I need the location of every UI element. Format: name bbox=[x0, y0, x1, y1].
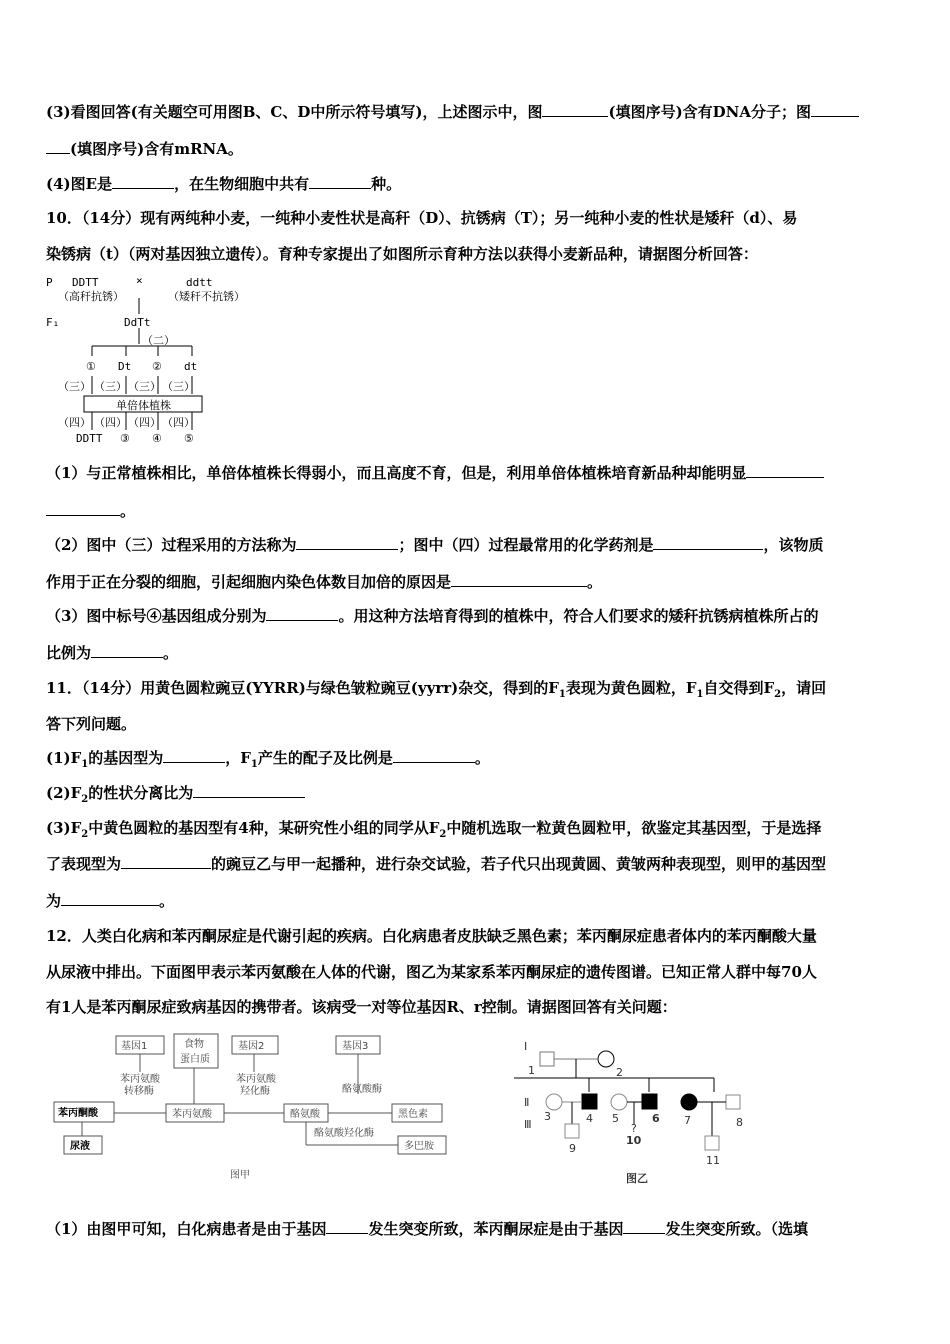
q11-s3: $(3)F_2$中黄色圆粒的基因型有4种，某研究性小组的同学从$F_2$中随机选取一粒黄色圆粒甲，欲鉴定其基因型，于是选择 bbox=[46, 819, 822, 840]
q12-s1: （1）由图甲可知，白化病患者是由于基因 发生突变所致，苯丙酮尿症是由于基因 发生突变所致。（选填 bbox=[46, 1220, 808, 1238]
figures bbox=[44, 1032, 904, 1192]
q9-line3-cont: (填图序号)含有mRNA。 bbox=[46, 139, 243, 159]
q9-line3: (3)看图回答(有关题空可用图B、C、D中所示符号填写)，上述图示中，图 (填图序号)含有DNA分子；图 bbox=[46, 102, 859, 122]
blank[interactable] bbox=[811, 102, 859, 117]
q10-intro: 10．（14分）现有两纯种小麦，一纯种小麦性状是高秆（D）、抗锈病（T）；另一纯种小麦的性状是矮秆（d）、易 bbox=[46, 209, 798, 227]
label: Ⅱ bbox=[524, 1096, 530, 1109]
q12-intro: 有1人是苯丙酮尿症致病基因的携带者。该病受一对等位基因R、r控制。请据图回答有关问题： bbox=[46, 998, 677, 1016]
q10-intro: 染锈病（t）（两对基因独立遗传）。育种专家提出了如图所示育种方法以获得小麦新品种，请据图分析回答： bbox=[46, 245, 758, 263]
label: 黑色素 bbox=[398, 1109, 428, 1120]
label: 苯丙酮酸 bbox=[58, 1108, 98, 1119]
blank[interactable] bbox=[746, 463, 824, 478]
blank[interactable] bbox=[163, 748, 225, 763]
q10-s1: （1）与正常植株相比，单倍体植株长得弱小，而且高度不育，但是，利用单倍体植株培育新品种却能明显 bbox=[46, 463, 824, 483]
q9-line4: (4)图E是 ，在生物细胞中共有 种。 bbox=[46, 175, 402, 193]
label: 基因1 bbox=[121, 1041, 148, 1052]
q12-intro: 12．人类白化病和苯丙酮尿症是代谢引起的疾病。白化病患者皮肤缺乏黑色素；苯丙酮尿症患者体内的苯丙酮酸大量 bbox=[46, 927, 817, 945]
blank[interactable] bbox=[91, 643, 163, 658]
label: 苯丙氨酸 bbox=[172, 1109, 212, 1120]
label: 转移酶 bbox=[124, 1086, 154, 1097]
label: ? bbox=[631, 1122, 637, 1135]
q12-intro: 从尿液中排出。下面图甲表示苯丙氨酸在人体的代谢，图乙为某家系苯丙酮尿症的遗传图谱。已知正常人群中每70人 bbox=[46, 963, 817, 981]
label: 酪氨酸 bbox=[290, 1109, 320, 1120]
label: 基因3 bbox=[342, 1041, 369, 1052]
blank[interactable] bbox=[61, 891, 159, 906]
label: 苯丙氨酸 bbox=[236, 1074, 276, 1085]
label: 尿液 bbox=[70, 1141, 90, 1152]
label: 酪氨酸酶 bbox=[342, 1084, 382, 1095]
q10-s3-cont: 比例为 。 bbox=[46, 644, 179, 662]
label: 蛋白质 bbox=[180, 1054, 210, 1065]
label: 基因2 bbox=[238, 1041, 265, 1052]
q11-intro: 11．（14分）用黄色圆粒豌豆(YYRR)与绿色皱粒豌豆(yyrr)杂交，得到的$F_1$表现为黄色圆粒，$F_1$自交得到$F_2$，请回 bbox=[46, 679, 827, 700]
label: 苯丙氨酸 bbox=[120, 1074, 160, 1085]
blank[interactable] bbox=[193, 783, 305, 798]
label: 10 bbox=[626, 1134, 642, 1147]
label: 2 bbox=[616, 1066, 623, 1079]
blank[interactable] bbox=[121, 854, 211, 869]
blank[interactable] bbox=[451, 572, 587, 587]
label: Ⅲ bbox=[524, 1118, 532, 1131]
label: 羟化酶 bbox=[240, 1086, 270, 1097]
label: 11 bbox=[706, 1154, 720, 1167]
breeding-diagram: P DDTT × ddtt （高秆抗锈） （矮秆不抗锈） F₁ DdTt （二） ① Dt ② dt （三） （三） （三） （三） 单倍体植株 （四） （四） （四） （四） DDTT ③ ④ ⑤ bbox=[44, 272, 274, 452]
label: 8 bbox=[736, 1116, 743, 1129]
label: 4 bbox=[586, 1112, 593, 1125]
q11-intro: 答下列问题。 bbox=[46, 715, 137, 733]
label: 7 bbox=[684, 1114, 691, 1127]
blank[interactable] bbox=[623, 1219, 665, 1234]
blank[interactable] bbox=[653, 535, 763, 550]
label: 1 bbox=[528, 1064, 535, 1077]
label: 酪氨酸羟化酶 bbox=[314, 1128, 374, 1139]
label: 3 bbox=[544, 1110, 551, 1123]
q11-s3-cont: 了表现型为 的豌豆乙与甲一起播种，进行杂交试验，若子代只出现黄圆、黄皱两种表现型，则甲的基因型 bbox=[46, 855, 827, 873]
caption: 图乙 bbox=[626, 1172, 648, 1185]
blank[interactable] bbox=[296, 535, 398, 550]
label: 多巴胺 bbox=[404, 1141, 434, 1152]
q11-s3-cont: 为 。 bbox=[46, 892, 175, 910]
blank[interactable] bbox=[309, 174, 371, 189]
caption: 图甲 bbox=[230, 1170, 250, 1181]
label: 5 bbox=[612, 1112, 619, 1125]
label: 9 bbox=[569, 1142, 576, 1155]
blank[interactable] bbox=[46, 501, 120, 516]
blank[interactable] bbox=[112, 174, 174, 189]
q10-s1-cont: 。 bbox=[46, 501, 135, 521]
blank[interactable] bbox=[326, 1219, 368, 1234]
q10-s3: （3）图中标号④基因组成分别为 。用这种方法培育得到的植株中，符合人们要求的矮秆抗锈病植株所占的 bbox=[46, 607, 819, 625]
blank[interactable] bbox=[46, 139, 70, 154]
q11-s1: $(1)F_1$的基因型为 ，$F_1$产生的配子及比例是 。 bbox=[46, 749, 490, 770]
q10-s2-cont: 作用于正在分裂的细胞，引起细胞内染色体数目加倍的原因是 。 bbox=[46, 573, 603, 591]
pedigree-figure bbox=[474, 1032, 774, 1192]
blank[interactable] bbox=[393, 748, 475, 763]
label: 食物 bbox=[184, 1039, 204, 1050]
q11-s2: $(2)F_2$的性状分离比为 bbox=[46, 783, 305, 803]
blank[interactable] bbox=[266, 606, 338, 621]
blank[interactable] bbox=[542, 102, 608, 117]
label: Ⅰ bbox=[524, 1040, 528, 1053]
q10-s2: （2）图中（三）过程采用的方法称为 ；图中（四）过程最常用的化学药剂是 ，该物质 bbox=[46, 536, 824, 554]
label: 6 bbox=[652, 1112, 660, 1125]
